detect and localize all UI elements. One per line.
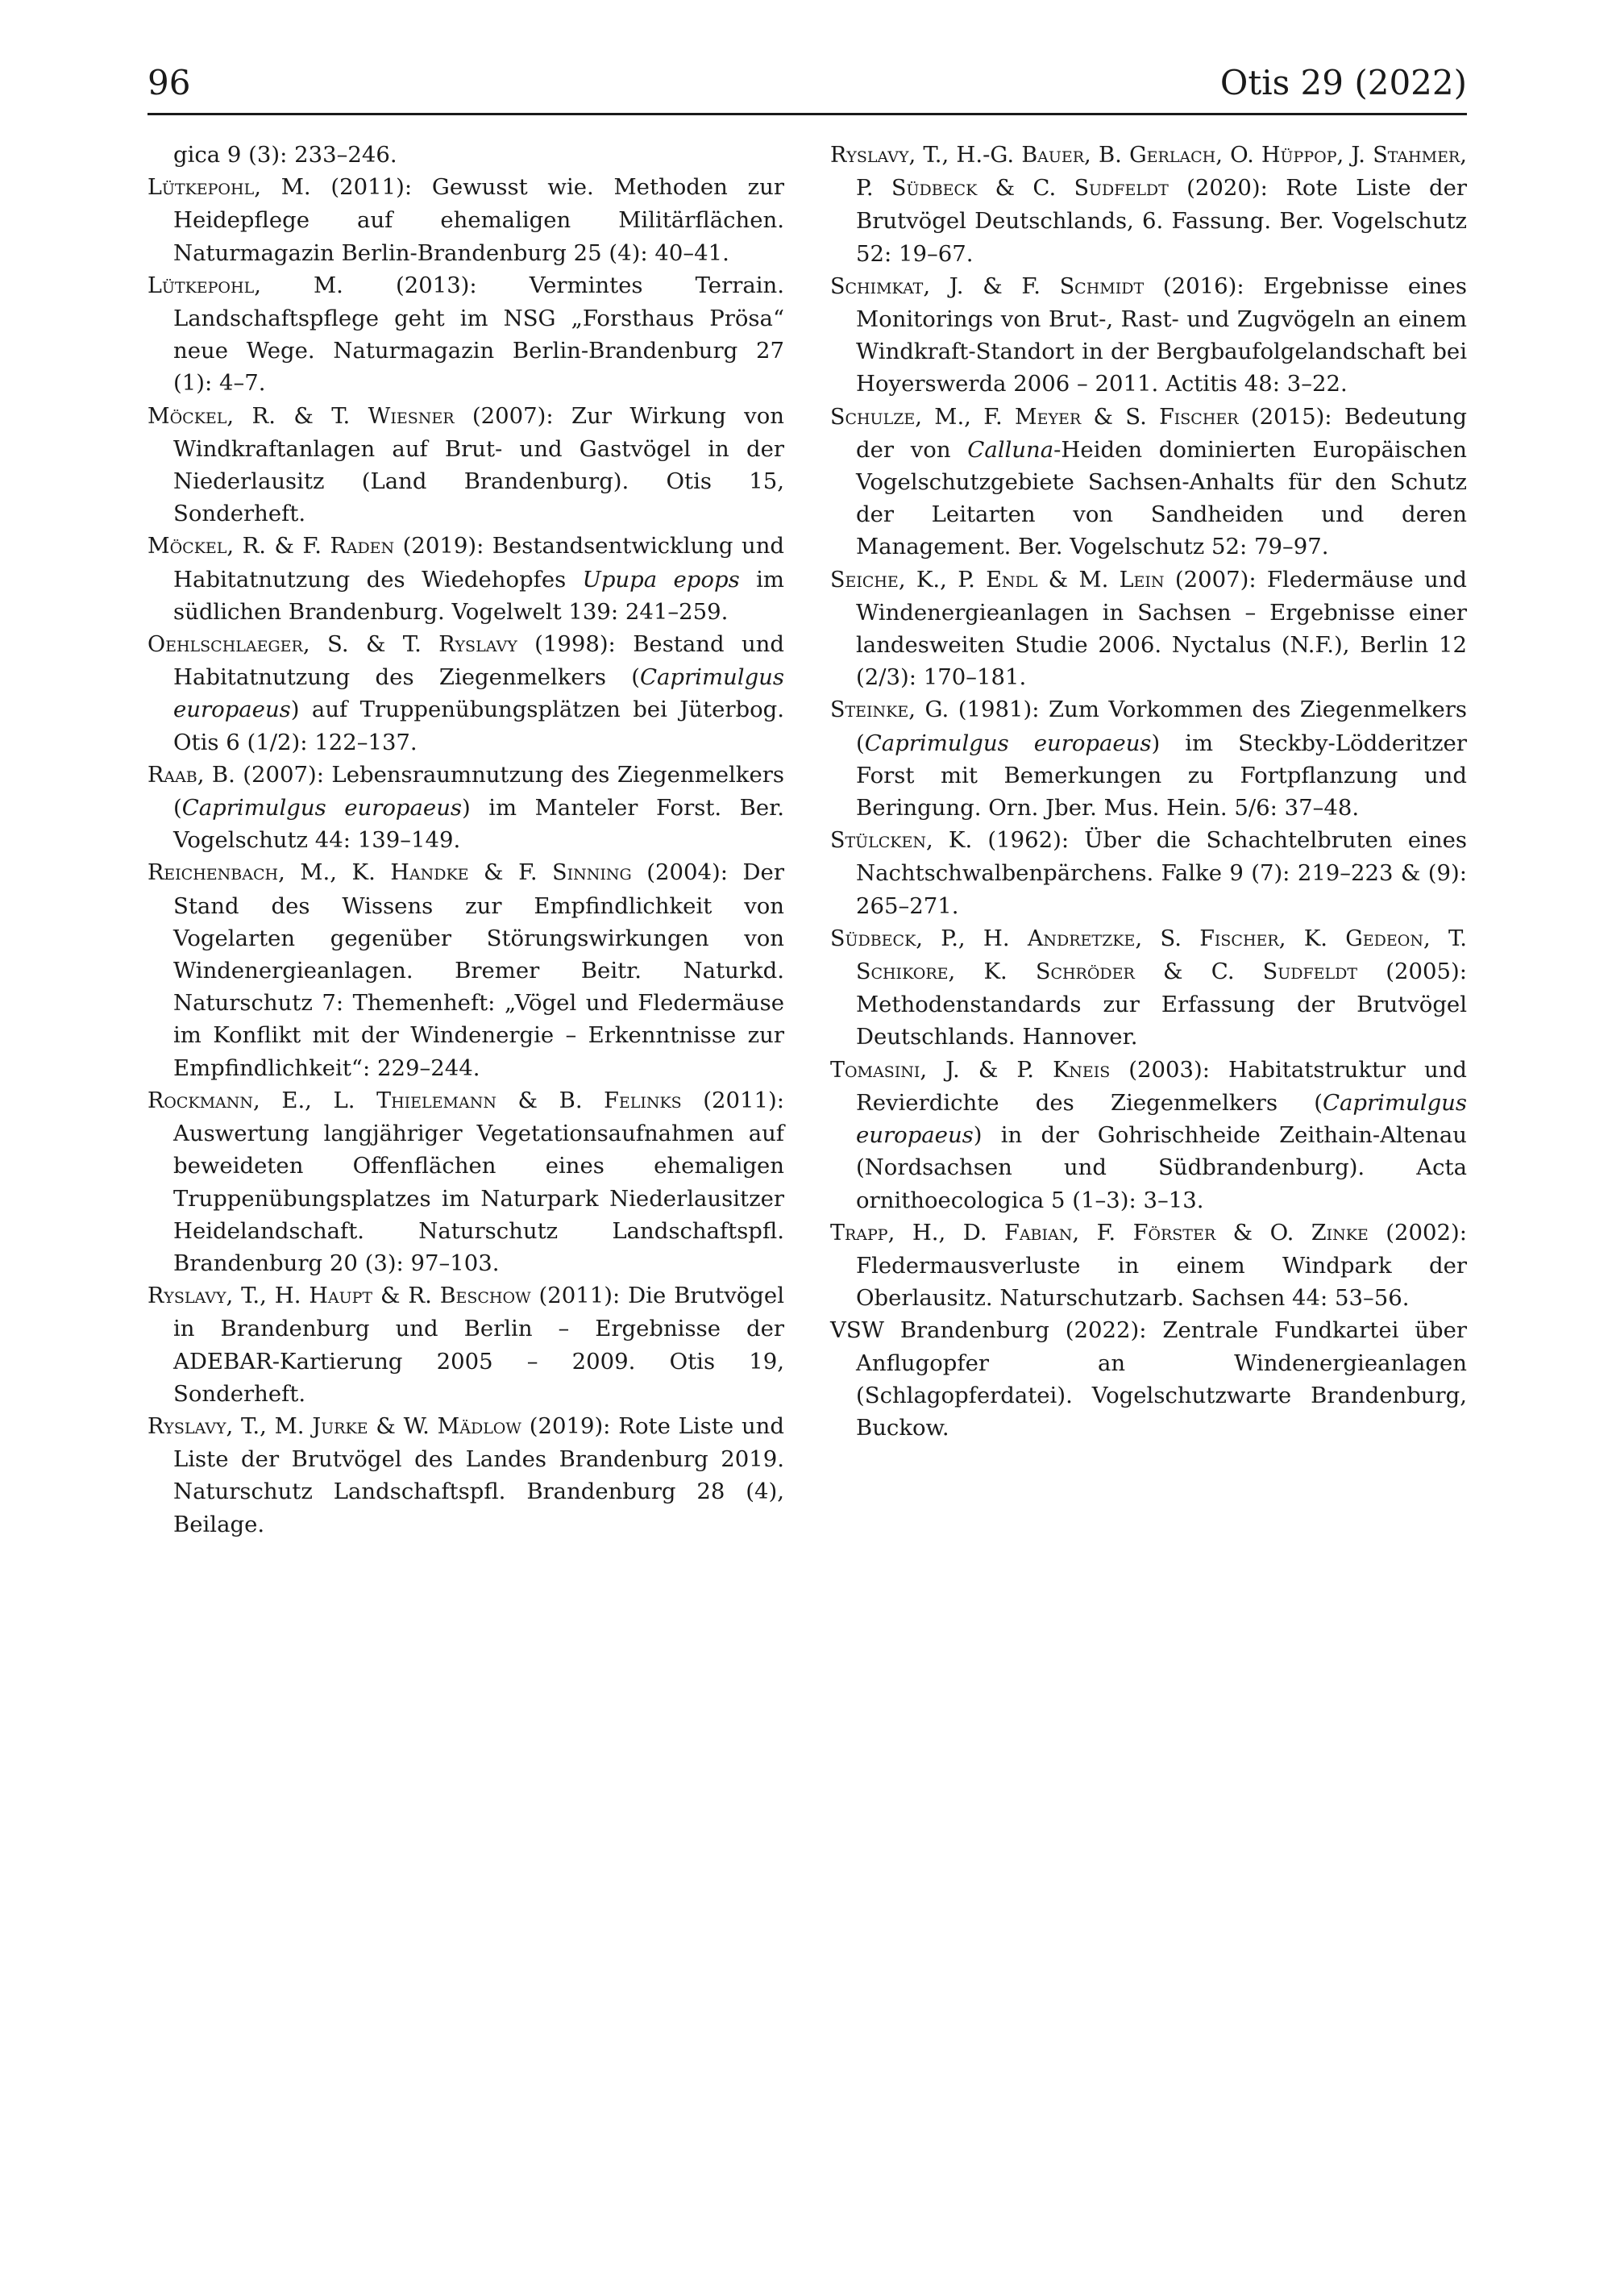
reference-entry: Tomasini, J. & P. Kneis (2003): Habitatstruktur und Revierdichte des Ziegenmelkers (Caprimulgus europaeus) in der Gohrischheide Zeithain-Altenau (Nordsachsen und Südbrandenburg). Acta ornithoecologica 5 (1–3): 3–13. (830, 1056, 1467, 1213)
reference-author: Ryslavy (147, 1283, 226, 1309)
reference-author: Raab (147, 762, 197, 788)
reference-text: (1962): Über die Schachtelbruten eines Nachtschwalbenpärchens. Falke 9 (7): 219–223 & (9): 265–271. (856, 827, 1467, 919)
reference-text: (2007): Fledermäuse und Windenergieanlagen in Sachsen – Ergebnisse einer landesweiten Studie 2006. Nyctalus (N.F.), Berlin 12 (2/3): 170–181. (856, 566, 1467, 691)
reference-text: (1998): Bestand und Habitatnutzung des Ziegenmelkers ( (173, 631, 784, 691)
reference-author: Stahmer (1373, 143, 1460, 168)
reference-text: ) in der Gohrischheide Zeithain-Altenau (Nordsachsen und Südbrandenburg). Acta ornithoecologica 5 (1–3): 3–13. (856, 1122, 1467, 1213)
reference-entry: Raab, B. (2007): Lebensraumnutzung des Ziegenmelkers (Caprimulgus europaeus) im Manteler Forst. Ber. Vogelschutz 44: 139–149. (147, 761, 784, 854)
reference-text: (2005): Methodenstandards zur Erfassung der Brutvögel Deutschlands. Hannover. (856, 959, 1467, 1050)
reference-entry (830, 1314, 1467, 1444)
reference-text: ) im Manteler Forst. Ber. Vogelschutz 44: 139–149. (173, 795, 784, 854)
reference-text: (2015): Bedeutung der von (856, 403, 1467, 463)
reference-entry: Rockmann, E., L. Thielemann & B. Felinks (2011): Auswertung langjähriger Vegetationsaufnahmen auf beweideten Offenflächen eines ehemaligen Truppenübungsplatzes im Naturpark Niederlausitzer Heidelandschaft. Naturschutz Landschaftspfl. Brandenburg 20 (3): 97–103. (147, 1087, 785, 1276)
reference-text: (2019): Bestandsentwicklung und Habitatnutzung des Wiedehopfes (173, 533, 785, 593)
reference-author: Jurke (312, 1413, 368, 1439)
reference-author: Schulze (830, 404, 916, 430)
reference-text: (2011): Auswertung langjähriger Vegetationsaufnahmen auf beweideten Offenflächen eines ehemaligen Truppenübungsplatzes im Naturpark Niederlausitzer Heidelandschaft. Naturschutz Landschaftspfl. Brandenburg 20 (3): 97–103. (173, 1087, 785, 1276)
reference-author: Gedeon (1345, 925, 1423, 951)
reference-author: Möckel (147, 534, 227, 559)
reference-author: Fabian (1004, 1220, 1073, 1246)
species-name: Caprimulgus europaeus (181, 795, 463, 821)
reference-entry: Lütkepohl, M. (2011): Gewusst wie. Methoden zur Heidepflege auf ehemaligen Militärflächen. Naturmagazin Berlin-Brandenburg 25 (4): 40–41. (147, 174, 784, 266)
reference-entry: Oehlschlaeger, S. & T. Ryslavy (1998): Bestand und Habitatnutzung des Ziegenmelkers (Caprimulgus europaeus) auf Truppenübungsplätzen bei Jüterbog. Otis 6 (1/2): 122–137. (147, 631, 784, 755)
reference-author: Lütkepohl (147, 175, 255, 201)
reference-author: Ryslavy (438, 632, 517, 658)
reference-text: ) auf Truppenübungsplätzen bei Jüterbog. Otis 6 (1/2): 122–137. (173, 697, 784, 755)
reference-author: Bauer (1021, 143, 1085, 168)
reference-author: Schröder (1035, 959, 1135, 985)
reference-text: ) im Steckby-Lödderitzer Forst mit Bemerkungen zu Fortpflanzung und Beringung. Orn. Jber. Mus. Hein. 5/6: 37–48. (856, 730, 1467, 821)
reference-author: Schmidt (1059, 273, 1145, 299)
reference-text: (2004): Der Stand des Wissens zur Empfindlichkeit von Vogelarten gegenüber Störungswirkungen von Windenergieanlagen. Bremer Beitr. Naturkd. Naturschutz 7: Themenheft: „Vögel und Fledermäuse im Konflikt mit der Windenergie – Erkenntnisse zur Empfindlichkeit“: 229–244. (173, 859, 784, 1081)
reference-entry: Schulze, M., F. Meyer & S. Fischer (2015): Bedeutung der von Calluna-Heiden dominierten Europäischen Vogelschutzgebiete Sachsen-Anhalts für den Schutz der Leitarten von Sandheiden und deren Management. Ber. Vogelschutz 52: 79–97. (830, 403, 1468, 560)
reference-entry: Steinke, G. (1981): Zum Vorkommen des Ziegenmelkers (Caprimulgus europaeus) im Steckby-Lödderitzer Forst mit Bemerkungen zu Fortpflanzung und Beringung. Orn. Jber. Mus. Hein. 5/6: 37–48. (830, 697, 1467, 821)
reference-text: (2011): Gewusst wie. Methoden zur Heidepflege auf ehemaligen Militärflächen. Naturmagazin Berlin-Brandenburg 25 (4): 40–41. (173, 174, 784, 266)
reference-entry: Lütkepohl, M. (2013): Vermintes Terrain. Landschaftspflege geht im NSG „Forsthaus Prösa“ neue Wege. Naturmagazin Berlin-Brandenburg 27 (1): 4–7. (147, 272, 785, 397)
reference-author: Kneis (1053, 1057, 1111, 1083)
reference-entry: Reichenbach, M., K. Handke & F. Sinning (2004): Der Stand des Wissens zur Empfindlichkeit von Vogelarten gegenüber Störungswirkungen von Windenergieanlagen. Bremer Beitr. Naturkd. Naturschutz 7: Themenheft: „Vögel und Fledermäuse im Konflikt mit der Windenergie – Erkenntnisse zur Empfindlichkeit“: 229–244. (147, 859, 784, 1081)
reference-author: Schikore (856, 959, 949, 985)
reference-entry (147, 139, 784, 171)
species-name: Upupa epops (582, 566, 740, 593)
reference-entry: Trapp, H., D. Fabian, F. Förster & O. Zinke (2002): Fledermausverluste in einem Windpark der Oberlausitz. Naturschutzarb. Sachsen 44: 53–56. (830, 1219, 1468, 1312)
reference-text: (2019): Rote Liste und Liste der Brutvögel des Landes Brandenburg 2019. Naturschutz Landschaftspfl. Brandenburg 28 (4), Beilage. (173, 1412, 784, 1537)
reference-entry: Stülcken, K. (1962): Über die Schachtelbruten eines Nachtschwalbenpärchens. Falke 9 (7): 219–223 & (9): 265–271. (830, 827, 1467, 919)
reference-author: Steinke (830, 697, 909, 723)
reference-author: Sinning (552, 860, 632, 886)
reference-author: Endl (986, 567, 1038, 593)
reference-author: Schimkat (830, 273, 924, 299)
reference-author: Ryslavy (147, 1413, 226, 1439)
reference-author: Haupt (309, 1283, 373, 1309)
reference-author: Sudfeldt (1074, 176, 1169, 202)
reference-author: Lütkepohl (147, 272, 255, 298)
reference-column-right (830, 139, 1467, 1444)
reference-author: Andretzke (1027, 925, 1136, 951)
reference-text: (1981): Zum Vorkommen des Ziegenmelkers ( (856, 697, 1467, 756)
reference-author: Handke (390, 860, 469, 886)
reference-text: (2020): Rote Liste der Brutvögel Deutschlands, 6. Fassung. Ber. Vogelschutz 52: 19–67. (856, 175, 1467, 267)
species-name: Caprimulgus europaeus (864, 730, 1152, 756)
reference-text: (2003): Habitatstruktur und Revierdichte des Ziegenmelkers ( (856, 1056, 1467, 1116)
reference-author: Mädlow (437, 1413, 521, 1439)
reference-author: Raden (330, 534, 395, 559)
reference-text: -Heiden dominierten Europäischen Vogelschutzgebiete Sachsen-Anhalts für den Schutz der Leitarten von Sandheiden und deren Management. Ber. Vogelschutz 52: 79–97. (856, 436, 1468, 560)
reference-author: Südbeck (830, 925, 916, 951)
species-name: Calluna (967, 436, 1054, 463)
reference-author: Förster (1132, 1220, 1216, 1246)
reference-author: Fischer (1199, 925, 1279, 951)
reference-author: Oehlschlaeger (147, 632, 303, 658)
reference-text: (2007): Lebensraumnutzung des Ziegenmelkers ( (173, 761, 784, 821)
reference-text: (2007): Zur Wirkung von Windkraftanlagen auf Brut- und Gastvögel in der Niederlausitz (Land Brandenburg). Otis 15, Sonderheft. (173, 402, 784, 527)
page-number: 96 (147, 63, 191, 102)
species-name: Caprimulgus europaeus (173, 664, 784, 723)
reference-author: Trapp (830, 1220, 888, 1246)
reference-author: Tomasini (830, 1057, 920, 1083)
reference-author: Beschow (439, 1283, 531, 1309)
reference-author: Rockmann (147, 1088, 254, 1113)
reference-author: Ryslavy (830, 143, 909, 168)
species-name: Caprimulgus europaeus (856, 1089, 1467, 1149)
header-rule (147, 113, 1467, 115)
reference-author: Hüppop (1261, 143, 1337, 168)
reference-author: Südbeck (891, 176, 978, 202)
reference-author: Reichenbach (147, 860, 279, 886)
reference-author: Felinks (604, 1088, 682, 1113)
reference-author: Möckel (147, 403, 227, 429)
reference-entry: Möckel, R. & T. Wiesner (2007): Zur Wirkung von Windkraftanlagen auf Brut- und Gastvögel in der Niederlausitz (Land Brandenburg). Otis 15, Sonderheft. (147, 402, 784, 527)
reference-entry: Ryslavy, T., H.-G. Bauer, B. Gerlach, O. Hüppop, J. Stahmer, P. Südbeck & C. Sudfeldt (2020): Rote Liste der Brutvögel Deutschlands, 6. Fassung. Ber. Vogelschutz 52: 19–67. (830, 142, 1467, 267)
page-header (147, 58, 1467, 113)
reference-entry: Möckel, R. & F. Raden (2019): Bestandsentwicklung und Habitatnutzung des Wiedehopfes Upupa epops im südlichen Brandenburg. Vogelwelt 139: 241–259. (147, 533, 785, 625)
reference-entry: Ryslavy, T., M. Jurke & W. Mädlow (2019): Rote Liste und Liste der Brutvögel des Landes Brandenburg 2019. Naturschutz Landschaftspfl. Brandenburg 28 (4), Beilage. (147, 1412, 784, 1537)
reference-author: Meyer (1015, 404, 1082, 430)
reference-author: Thielemann (376, 1088, 496, 1113)
reference-entry: Schimkat, J. & F. Schmidt (2016): Ergebnisse eines Monitorings von Brut-, Rast- und Zugvögeln an einem Windkraft-Standort in der Bergbaufolgelandschaft bei Hoyerswerda 2006 – 2011. Actitis 48: 3–22. (830, 272, 1467, 397)
reference-text: im südlichen Brandenburg. Vogelwelt 139: 241–259. (173, 566, 784, 625)
reference-entry: Seiche, K., P. Endl & M. Lein (2007): Fledermäuse und Windenergieanlagen in Sachsen – Ergebnisse einer landesweiten Studie 2006. Nyctalus (N.F.), Berlin 12 (2/3): 170–181. (830, 566, 1467, 691)
reference-text: VSW Brandenburg (2022): Zentrale Fundkartei über Anflugopfer an Windenergieanlagen (Schlagopferdatei). Vogelschutzwarte Brandenburg, Buckow. (830, 1317, 1467, 1441)
reference-text: (2013): Vermintes Terrain. Landschaftspflege geht im NSG „Forsthaus Prösa“ neue Wege. Naturmagazin Berlin-Brandenburg 27 (1): 4–7. (173, 272, 785, 397)
reference-column-left (147, 139, 784, 1541)
reference-entry: Südbeck, P., H. Andretzke, S. Fischer, K. Gedeon, T. Schikore, K. Schröder & C. Sudfeldt (2005): Methodenstandards zur Erfassung der Brutvögel Deutschlands. Hannover. (830, 925, 1468, 1050)
reference-text: (2002): Fledermausverluste in einem Windpark der Oberlausitz. Naturschutzarb. Sachsen 44: 53–56. (856, 1219, 1468, 1312)
journal-title: Otis 29 (2022) (1219, 63, 1467, 102)
reference-author: Lein (1119, 567, 1165, 593)
reference-author: Seiche (830, 567, 899, 593)
reference-author: Stülcken (830, 828, 926, 854)
reference-text: gica 9 (3): 233–246. (173, 142, 397, 168)
reference-entry: Ryslavy, T., H. Haupt & R. Beschow (2011): Die Brutvögel in Brandenburg und Berlin – Ergebnisse der ADEBAR-Kartierung 2005 – 2009. Otis 19, Sonderheft. (147, 1283, 784, 1407)
reference-author: Sudfeldt (1262, 959, 1358, 985)
reference-author: Wiesner (368, 403, 455, 429)
reference-author: Gerlach (1129, 143, 1216, 168)
reference-author: Fischer (1159, 404, 1239, 430)
reference-text: (2011): Die Brutvögel in Brandenburg und Berlin – Ergebnisse der ADEBAR-Kartierung 2005 – 2009. Otis 19, Sonderheft. (173, 1283, 784, 1407)
reference-author: Zinke (1311, 1220, 1369, 1246)
reference-text: (2016): Ergebnisse eines Monitorings von Brut-, Rast- und Zugvögeln an einem Windkraft-Standort in der Bergbaufolgelandschaft bei Hoyerswerda 2006 – 2011. Actitis 48: 3–22. (856, 272, 1467, 397)
